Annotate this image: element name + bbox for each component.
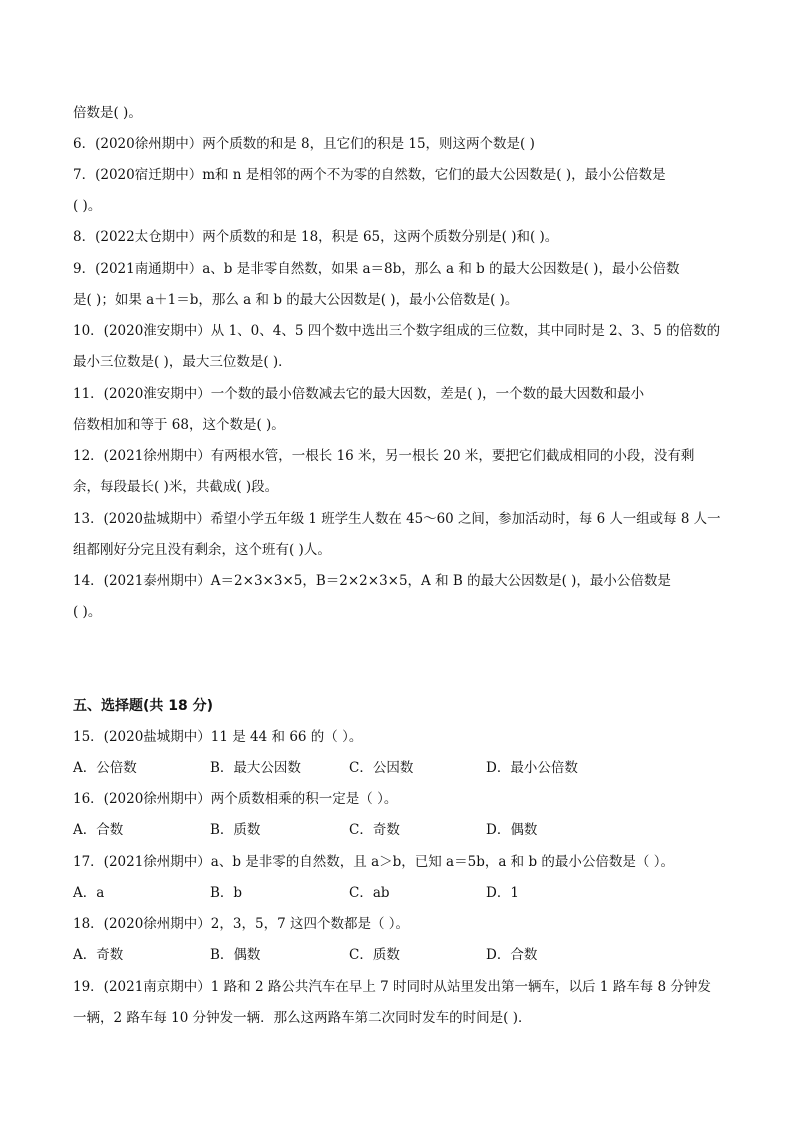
option-d: D．最小公倍数 <box>486 760 578 776</box>
question-16: 16．(2020徐州期中）两个质数相乘的积一定是（ ）。 <box>73 791 398 807</box>
question-8: 8．(2022太仓期中）两个质数的和是 18，积是 65，这两个质数分别是( )和( )。 <box>73 229 559 245</box>
option-a: A．公倍数 <box>73 760 137 776</box>
option-b: B．最大公因数 <box>210 760 301 776</box>
question-6: 6．(2020徐州期中）两个质数的和是 8，且它们的积是 15，则这两个数是( ) <box>73 136 535 152</box>
text-line: 是( )；如果 a＋1＝b，那么 a 和 b 的最大公因数是( )，最小公倍数是( )。 <box>73 292 519 308</box>
option-b: B．质数 <box>210 822 261 838</box>
text-line: 倍数相加和等于 68，这个数是( )。 <box>73 417 285 433</box>
question-11: 11．(2020淮安期中）一个数的最小倍数减去它的最大因数，差是( )，一个数的最大因数和最小 <box>73 386 645 402</box>
question-9: 9．(2021南通期中）a、b 是非零自然数，如果 a＝8b，那么 a 和 b 的最大公因数是( )，最小公倍数 <box>73 261 680 277</box>
question-15: 15．(2020盐城期中）11 是 44 和 66 的（ ）。 <box>73 729 363 745</box>
option-c: C．ab <box>349 885 390 901</box>
option-d: D．合数 <box>486 947 538 963</box>
option-a: A．奇数 <box>73 947 124 963</box>
option-c: C．公因数 <box>349 760 414 776</box>
option-b: B．偶数 <box>210 947 261 963</box>
text-line: ( )。 <box>73 604 102 620</box>
option-b: B．b <box>210 885 243 901</box>
question-19: 19．(2021南京期中）1 路和 2 路公共汽车在早上 7 时同时从站里发出第一辆车，以后 1 路车每 8 分钟发 <box>73 979 711 995</box>
question-18: 18．(2020徐州期中）2，3，5，7 这四个数都是（ ）。 <box>73 916 409 932</box>
option-a: A．合数 <box>73 822 124 838</box>
text-line: 余，每段最长( )米，共截成( )段。 <box>73 479 279 495</box>
option-c: C．奇数 <box>349 822 400 838</box>
question-7: 7．(2020宿迁期中）m和 n 是相邻的两个不为零的自然数，它们的最大公因数是( )，最小公倍数是 <box>73 167 666 183</box>
text-line: 最小三位数是( )，最大三位数是( )． <box>73 354 292 370</box>
option-d: D．1 <box>486 885 519 901</box>
question-14: 14．(2021泰州期中）A＝2×3×3×5，B＝2×2×3×5，A 和 B 的最大公因数是( )，最小公倍数是 <box>73 573 671 589</box>
text-line: 组都刚好分完且没有剩余，这个班有( )人。 <box>73 542 331 558</box>
text-line: 倍数是( )。 <box>73 105 142 121</box>
section-title: 五、选择题(共 18 分) <box>73 698 214 714</box>
text-line: ( )。 <box>73 198 102 214</box>
option-c: C．质数 <box>349 947 400 963</box>
question-12: 12．(2021徐州期中）有两根水管，一根长 16 米，另一根长 20 米，要把它们截成相同的小段，没有剩 <box>73 448 695 464</box>
text-line: 一辆，2 路车每 10 分钟发一辆．那么这两路车第二次同时发车的时间是( )． <box>73 1010 532 1026</box>
option-a: A．a <box>73 885 105 901</box>
question-13: 13．(2020盐城期中）希望小学五年级 1 班学生人数在 45～60 之间，参加活动时，每 6 人一组或每 8 人一 <box>73 511 721 527</box>
question-10: 10．(2020淮安期中）从 1、0、4、5 四个数中选出三个数字组成的三位数，其中同时是 2、3、5 的倍数的 <box>73 323 721 339</box>
question-17: 17．(2021徐州期中）a、b 是非零的自然数，且 a＞b，已知 a＝5b，a 和 b 的最小公倍数是（ ）。 <box>73 854 674 870</box>
option-d: D．偶数 <box>486 822 538 838</box>
